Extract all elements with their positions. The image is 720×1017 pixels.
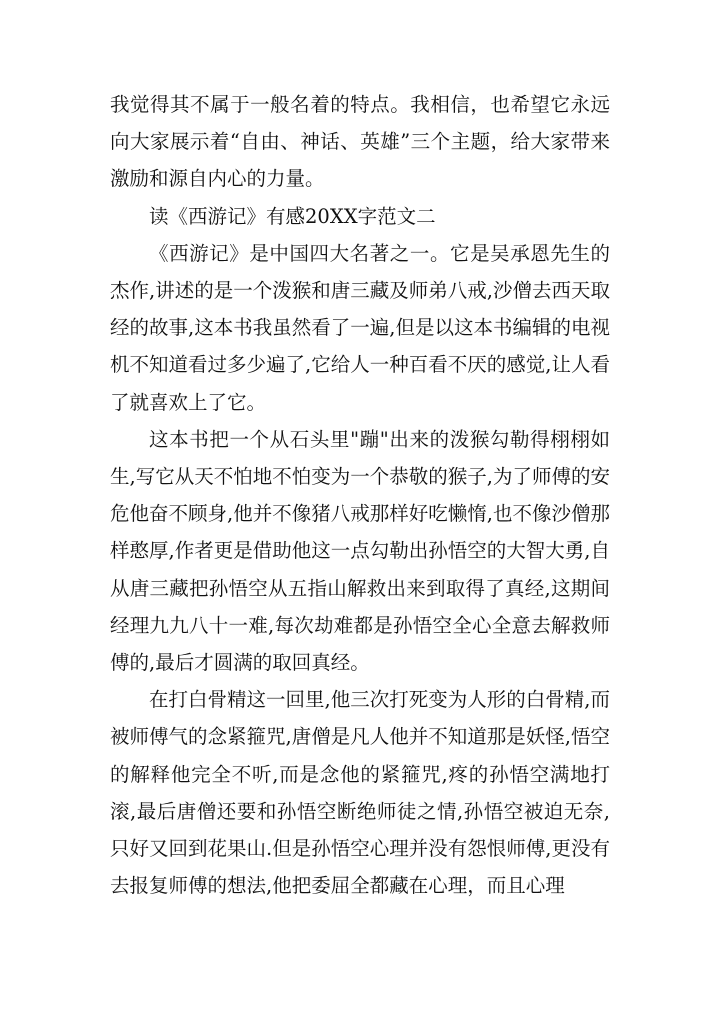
- document-body: [110, 86, 610, 904]
- body-paragraph-2: 这本书把一个从石头里"蹦"出来的泼猴勾勒得栩栩如生,写它从天不怕地不怕变为一个恭敬的猴子,为了师傅的安危他奋不顾身,他并不像猪八戒那样好吃懒惰,也不像沙僧那样憨厚,作者更是借助他这一点勾勒出孙悟空的大智大勇,自从唐三藏把孙悟空从五指山解救出来到取得了真经,这期间经理九九八十一难,每次劫难都是孙悟空全心全意去解救师傅的,最后才圆满的取回真经。: [110, 427, 610, 675]
- continued-paragraph: 我觉得其不属于一般名着的特点。我相信，也希望它永远向大家展示着“自由、神话、英雄”三个主题，给大家带来激励和源自内心的力量。: [110, 93, 610, 191]
- body-paragraph-3: 在打白骨精这一回里,他三次打死变为人形的白骨精,而被师傅气的念紧箍咒,唐僧是凡人他并不知道那是妖怪,悟空的解释他完全不听,而是念他的紧箍咒,疼的孙悟空满地打滚,最后唐僧还要和孙悟空断绝师徒之情,孙悟空被迫无奈,只好又回到花果山.但是孙悟空心理并没有怨恨师傅,更没有去报复师傅的想法,他把委屈全都藏在心理，而且心理: [110, 688, 610, 898]
- body-paragraph-1: 《西游记》是中国四大名著之一。它是吴承恩先生的杰作,讲述的是一个泼猴和唐三藏及师弟八戒,沙僧去西天取经的故事,这本书我虽然看了一遍,但是以这本书编辑的电视机不知道看过多少遍了,它给人一种百看不厌的感觉,让人看了就喜欢上了它。: [110, 241, 610, 414]
- section-heading: 读《西游记》有感20XX字范文二: [149, 204, 436, 228]
